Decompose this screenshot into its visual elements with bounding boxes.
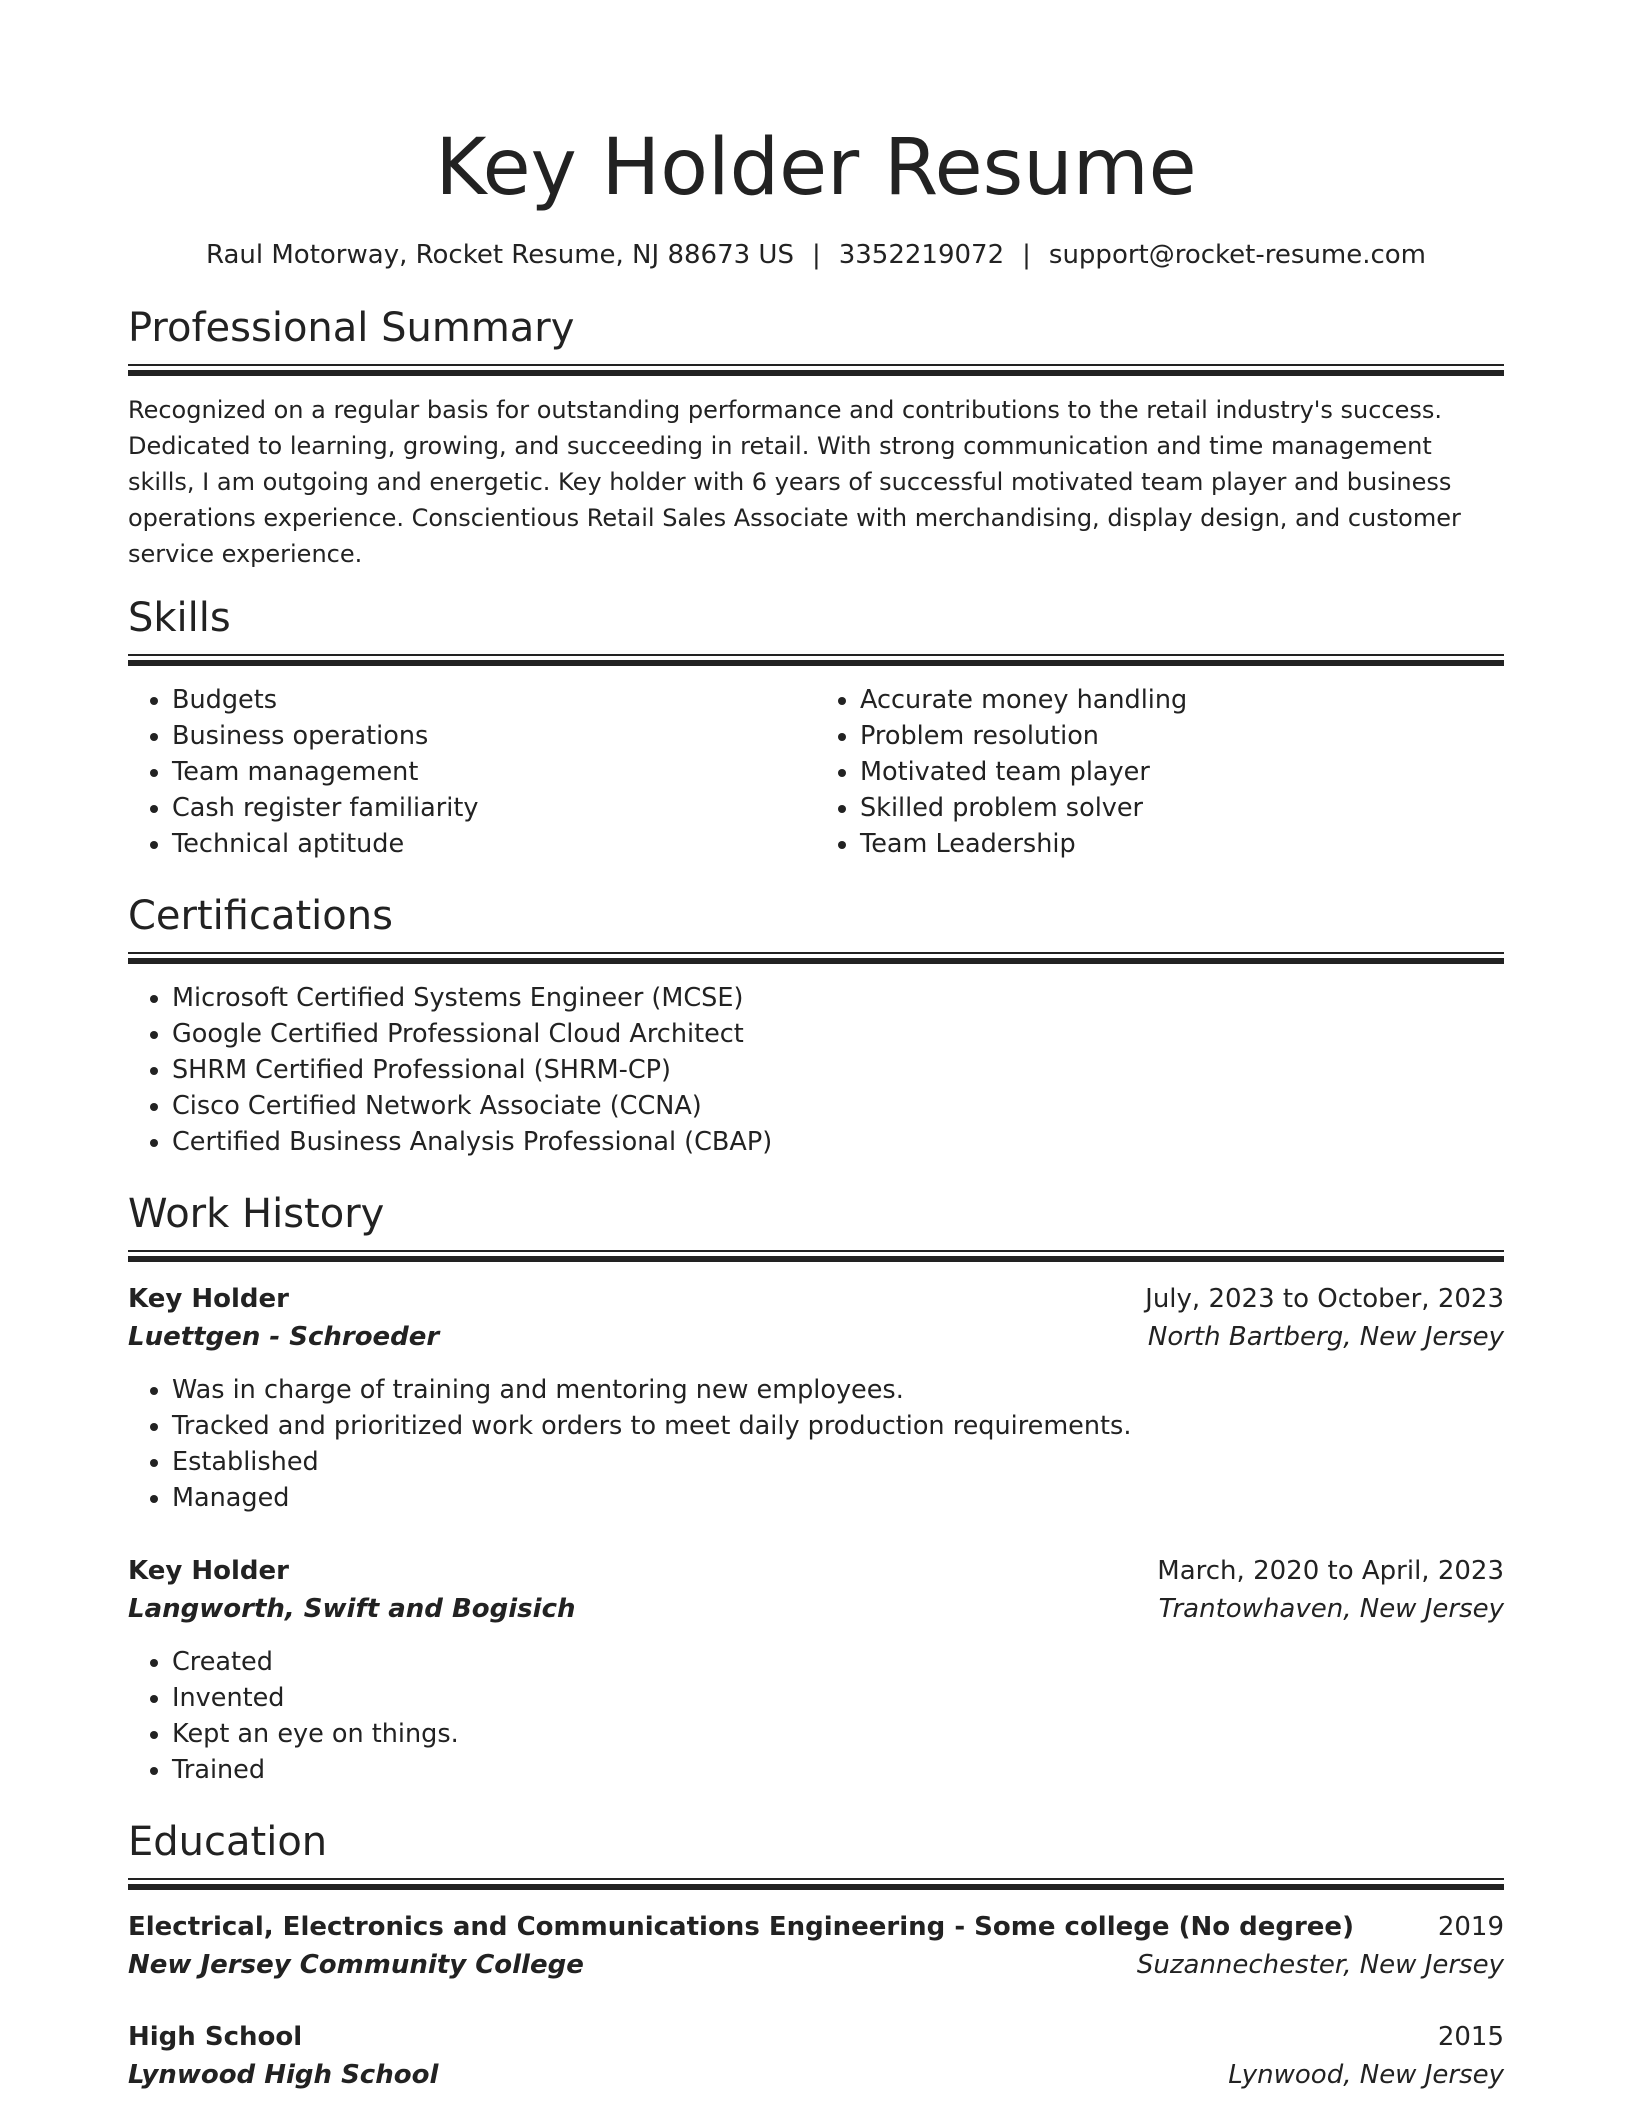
contact-address: Raul Motorway, Rocket Resume, NJ 88673 US: [205, 240, 794, 270]
education-degree: High School: [128, 2022, 303, 2052]
section-divider: [128, 952, 1504, 964]
job-title: Key Holder: [128, 1556, 289, 1586]
job-company: Langworth, Swift and Bogisich: [128, 1594, 576, 1624]
skill-item: • Technical aptitude: [172, 826, 816, 862]
skill-item: • Budgets: [172, 682, 816, 718]
skills-list-left: [128, 682, 816, 862]
education-year: 2015: [1437, 2022, 1504, 2052]
job-company-row: [128, 1318, 1504, 1356]
certification-item: • SHRM Certified Professional (SHRM-CP): [172, 1052, 1504, 1088]
education-year: 2019: [1437, 1912, 1504, 1942]
job-duty: • Kept an eye on things.: [172, 1716, 1504, 1752]
summary-text: Recognized on a regular basis for outstanding performance and contributions to the retail industry's success. Dedicated to learning, growing, and succeeding in retail. With strong communication and time management skills, I am outgoing and energetic. Key holder with 6 years of successful motivated team player and business operations experience. Conscientious Retail Sales Associate with merchandising, display design, and customer service experience.: [128, 396, 1461, 568]
section-divider: [128, 1250, 1504, 1262]
job-dates: March, 2020 to April, 2023: [1157, 1556, 1504, 1586]
job-location: North Bartberg, New Jersey: [1147, 1322, 1504, 1352]
section-heading-skills: Skills: [128, 595, 231, 641]
job-entry: [128, 1280, 1504, 1516]
education-school-row: [128, 1946, 1504, 1984]
certification-item: • Cisco Certified Network Associate (CCNA): [172, 1088, 1504, 1124]
skill-item: • Problem resolution: [860, 718, 1504, 754]
contact-separator: |: [811, 240, 821, 270]
skill-item: • Team management: [172, 754, 816, 790]
certification-item: • Certified Business Analysis Professional (CBAP): [172, 1124, 1504, 1160]
skill-item: • Accurate money handling: [860, 682, 1504, 718]
summary-section: [128, 302, 1504, 572]
job-entry: [128, 1552, 1504, 1788]
education-header-row: [128, 2018, 1504, 2056]
job-header-row: [128, 1280, 1504, 1318]
contact-separator: |: [1022, 240, 1031, 270]
skill-item: • Business operations: [172, 718, 816, 754]
section-divider: [128, 654, 1504, 666]
section-heading-summary: Professional Summary: [128, 305, 575, 351]
job-location: Trantowhaven, New Jersey: [1158, 1594, 1504, 1624]
job-company-row: [128, 1590, 1504, 1628]
job-duties-list: [128, 1644, 1504, 1788]
skill-item: • Team Leadership: [860, 826, 1504, 862]
job-dates: July, 2023 to October, 2023: [1145, 1284, 1504, 1314]
job-duty: • Was in charge of training and mentoring new employees.: [172, 1372, 1504, 1408]
education-school: Lynwood High School: [128, 2060, 439, 2090]
education-entry: [128, 2018, 1504, 2094]
section-heading-work: Work History: [128, 1191, 385, 1237]
education-section: [128, 1816, 1504, 2094]
certification-item: • Microsoft Certified Systems Engineer (MCSE): [172, 980, 1504, 1016]
job-title: Key Holder: [128, 1284, 289, 1314]
section-divider: [128, 1878, 1504, 1890]
section-heading-education: Education: [128, 1819, 328, 1865]
job-duties-list: [128, 1372, 1504, 1516]
skills-section: [128, 592, 1504, 862]
contact-line: [128, 238, 1504, 272]
job-duty: • Invented: [172, 1680, 1504, 1716]
job-duty: • Managed: [172, 1480, 1504, 1516]
education-school-row: [128, 2056, 1504, 2094]
section-heading-certifications: Certifications: [128, 893, 393, 939]
job-duty: • Trained: [172, 1752, 1504, 1788]
education-school: New Jersey Community College: [128, 1950, 584, 1980]
education-location: Lynwood, New Jersey: [1228, 2060, 1504, 2090]
job-duty: • Tracked and prioritized work orders to meet daily production requirements.: [172, 1408, 1504, 1444]
certification-item: • Google Certified Professional Cloud Architect: [172, 1016, 1504, 1052]
education-header-row: [128, 1908, 1504, 1946]
skill-item: • Motivated team player: [860, 754, 1504, 790]
job-duty: • Created: [172, 1644, 1504, 1680]
skills-list-right: [816, 682, 1504, 862]
section-divider: [128, 364, 1504, 376]
skill-item: • Cash register familiarity: [172, 790, 816, 826]
job-duty: • Established: [172, 1444, 1504, 1480]
skill-item: • Skilled problem solver: [860, 790, 1504, 826]
skills-grid: [128, 682, 1504, 862]
education-location: Suzannechester, New Jersey: [1136, 1950, 1504, 1980]
certifications-section: [128, 890, 1504, 1160]
work-section: [128, 1188, 1504, 1788]
contact-phone: 3352219072: [838, 240, 1005, 270]
job-company: Luettgen - Schroeder: [128, 1322, 440, 1352]
job-header-row: [128, 1552, 1504, 1590]
education-degree: Electrical, Electronics and Communications Engineering - Some college (No degree): [128, 1912, 1354, 1942]
resume-title: Key Holder Resume: [435, 123, 1197, 213]
certifications-list: [128, 980, 1504, 1160]
education-entry: [128, 1908, 1504, 1984]
contact-email: support@rocket-resume.com: [1048, 240, 1427, 270]
